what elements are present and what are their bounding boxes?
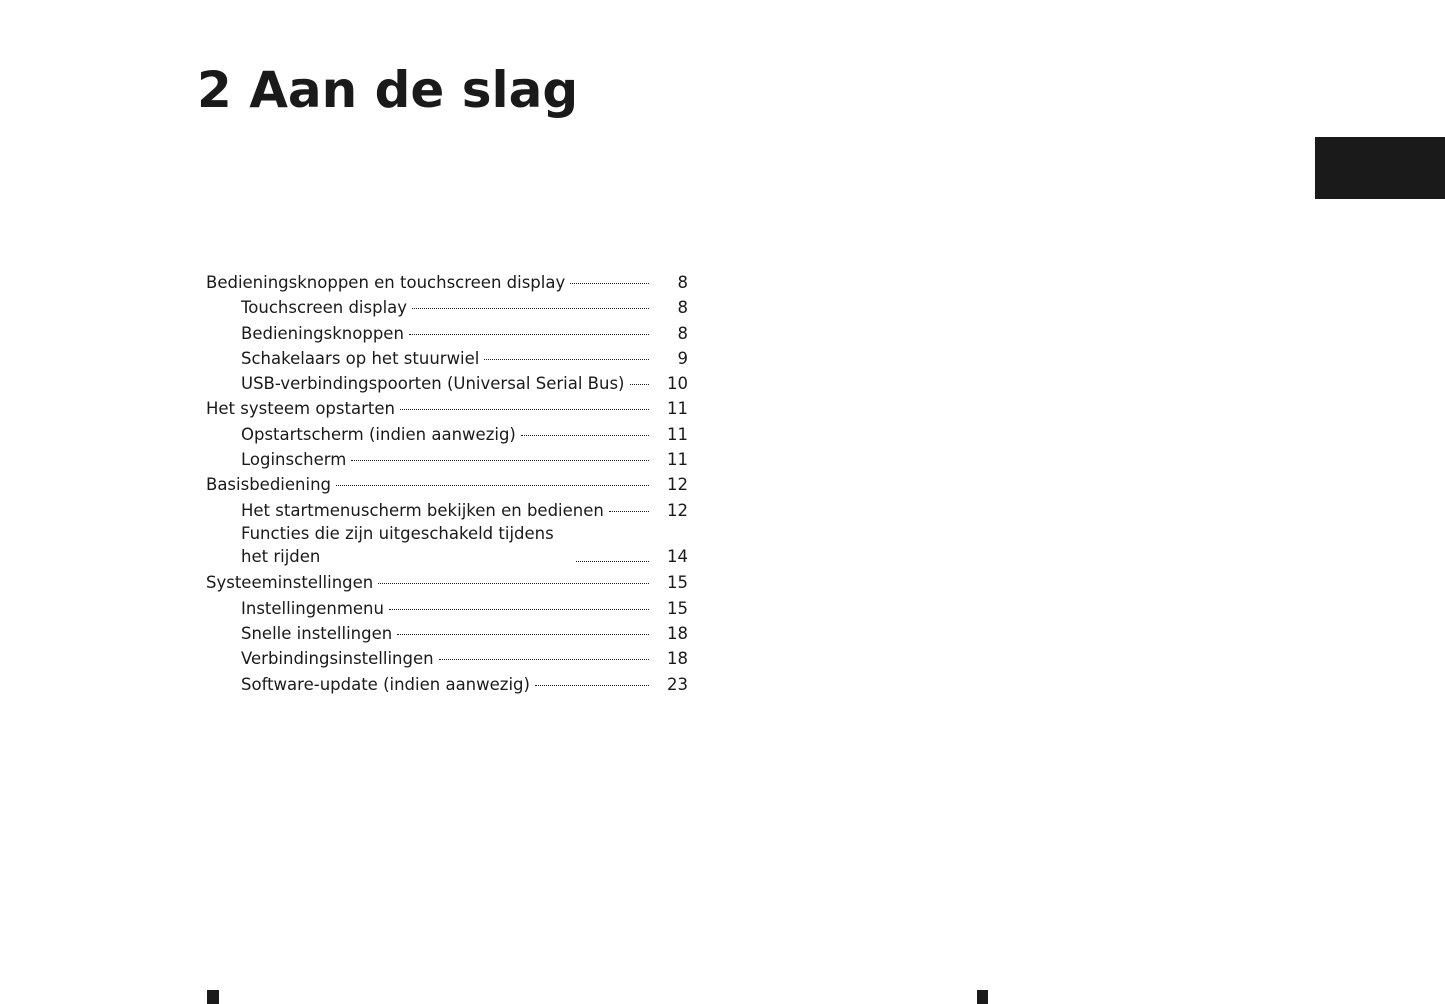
toc-page-number: 18 <box>667 649 688 669</box>
toc-page-number: 10 <box>667 374 688 394</box>
toc-page-number: 15 <box>667 598 688 618</box>
toc-dot-leader <box>535 684 649 686</box>
toc-entry-label: Het systeem opstarten <box>206 399 395 419</box>
toc-entry[interactable] <box>206 396 688 421</box>
toc-page-number: 11 <box>667 424 688 444</box>
toc-entry-label: Basisbediening <box>206 475 332 495</box>
toc-entry-label: Snelle instellingen <box>241 624 393 644</box>
toc-dot-leader <box>439 658 649 660</box>
crop-mark-left <box>207 990 219 1004</box>
toc-entry-label: Het startmenuscherm bekijken en bedienen <box>241 500 604 520</box>
toc-entry-label: Verbindingsinstellingen <box>241 649 434 669</box>
toc-page-number: 15 <box>667 573 688 593</box>
toc-dot-leader <box>397 633 649 635</box>
toc-page-number: 11 <box>667 450 688 470</box>
chapter-title: 2 Aan de slag <box>197 61 579 119</box>
toc-entry-label: Touchscreen display <box>241 298 408 318</box>
toc-page-number: 8 <box>677 273 688 292</box>
toc-entry-label: Bedieningsknoppen en touchscreen display <box>206 273 566 292</box>
toc-entry-label: Instellingenmenu <box>241 598 384 618</box>
toc-dot-leader <box>412 307 649 309</box>
toc-page-number: 23 <box>667 674 688 694</box>
toc-entry-label: Bedieningsknoppen <box>241 323 404 343</box>
toc-entry[interactable] <box>206 321 688 346</box>
toc-dot-leader <box>521 434 649 436</box>
toc-dot-leader <box>336 484 649 486</box>
toc-entry-label: Opstartscherm (indien aanwezig) <box>241 424 516 444</box>
toc-entry-label: Functies die zijn uitgeschakeld tijdens het rijden <box>241 524 554 566</box>
toc-dot-leader <box>570 282 649 284</box>
toc-entry[interactable] <box>206 646 688 671</box>
toc-page-number: 11 <box>667 399 688 419</box>
toc-entry[interactable] <box>206 371 688 396</box>
toc-dot-leader <box>576 560 649 562</box>
chapter-tab-marker <box>1315 137 1445 199</box>
toc-entry[interactable] <box>206 472 688 497</box>
toc-entry[interactable] <box>206 570 688 595</box>
toc-dot-leader <box>389 608 649 610</box>
toc-entry[interactable] <box>206 447 688 472</box>
toc-entry[interactable] <box>206 498 688 523</box>
toc-entry[interactable] <box>206 596 688 621</box>
toc-dot-leader <box>400 408 649 410</box>
toc-entry[interactable] <box>206 422 688 447</box>
toc-dot-leader <box>409 333 649 335</box>
toc-entry[interactable] <box>206 346 688 371</box>
toc-entry-label: USB-verbindingspoorten (Universal Serial Bus) <box>241 374 625 394</box>
toc-page-number: 12 <box>667 500 688 520</box>
toc-page-number: 8 <box>677 298 688 318</box>
table-of-contents <box>206 270 688 697</box>
toc-page-number: 14 <box>667 546 688 566</box>
toc-dot-leader <box>630 383 650 385</box>
toc-entry[interactable] <box>206 295 688 320</box>
toc-page-number: 12 <box>667 475 688 495</box>
toc-entry-label: Systeeminstellingen <box>206 573 374 593</box>
toc-entry[interactable] <box>206 621 688 646</box>
toc-page-number: 9 <box>677 348 688 368</box>
toc-dot-leader <box>484 358 649 360</box>
toc-entry-label: Software-update (indien aanwezig) <box>241 674 530 694</box>
toc-dot-leader <box>609 510 649 512</box>
toc-page-number: 8 <box>677 323 688 343</box>
toc-page-number: 18 <box>667 624 688 644</box>
toc-entry[interactable] <box>206 270 688 295</box>
toc-entry[interactable] <box>206 523 688 571</box>
crop-mark-right <box>977 990 988 1004</box>
toc-entry-label: Loginscherm <box>241 450 347 470</box>
toc-dot-leader <box>351 459 649 461</box>
toc-entry-label: Schakelaars op het stuurwiel <box>241 348 480 368</box>
toc-entry[interactable] <box>206 672 688 697</box>
toc-dot-leader <box>378 582 649 584</box>
